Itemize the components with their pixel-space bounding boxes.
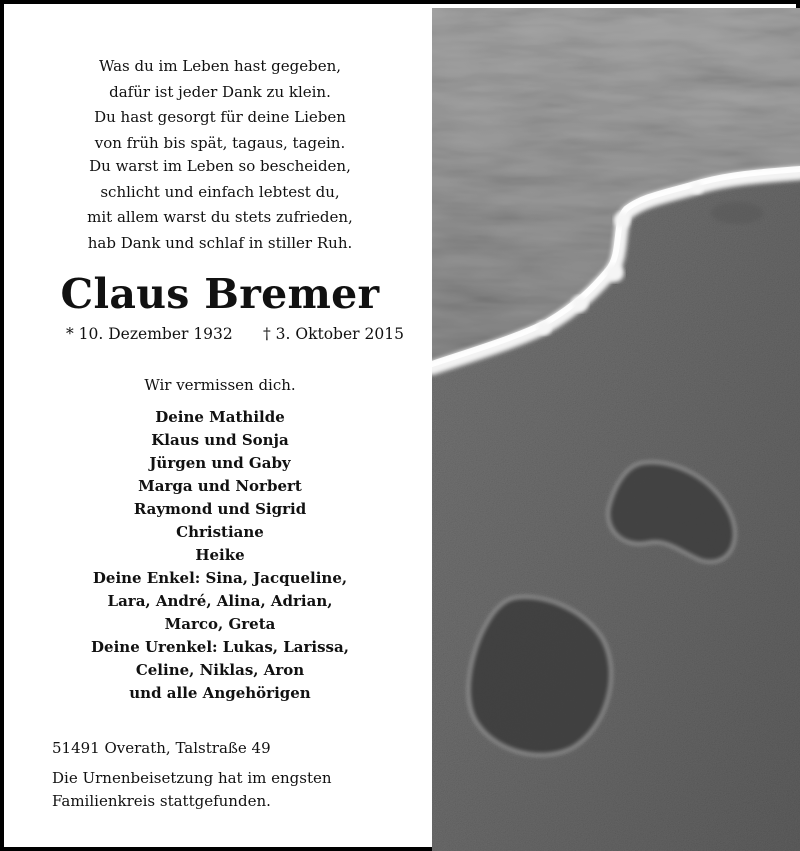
poem-stanza-1 bbox=[8, 54, 432, 156]
mourner-line: und alle Angehörigen bbox=[129, 684, 311, 702]
foam-bubble bbox=[606, 264, 624, 282]
mourner-line: Celine, Niklas, Aron bbox=[135, 661, 305, 679]
poem-line: Du hast gesorgt für deine Lieben bbox=[94, 108, 346, 126]
mourner-line: Christiane bbox=[176, 523, 264, 541]
death-date: † 3. Oktober 2015 bbox=[263, 325, 404, 343]
mourners-list bbox=[8, 406, 432, 705]
mourner-line: Raymond und Sigrid bbox=[133, 500, 307, 518]
text-column bbox=[8, 8, 432, 851]
mourner-line: Lara, André, Alina, Adrian, bbox=[107, 592, 333, 610]
foam-bubble bbox=[572, 296, 588, 312]
mourner-line: Marco, Greta bbox=[164, 615, 276, 633]
poem-line: Was du im Leben hast gegeben, bbox=[98, 57, 342, 75]
beach-footprints-image bbox=[432, 8, 800, 851]
distant-footprint bbox=[711, 202, 763, 224]
mourner-line: Klaus und Sonja bbox=[151, 431, 289, 449]
poem-line: schlicht und einfach lebtest du, bbox=[100, 182, 340, 201]
mourner-line: Marga und Norbert bbox=[138, 477, 302, 495]
poem-line: hab Dank und schlaf in stiller Ruh. bbox=[87, 233, 353, 252]
beach-footprints-photo bbox=[432, 8, 800, 851]
mourner-line: Jürgen und Gaby bbox=[149, 454, 291, 472]
mourner-line: Deine Mathilde bbox=[155, 408, 285, 426]
mourner-line: Heike bbox=[195, 546, 245, 564]
mourner-line: Deine Urenkel: Lukas, Larissa, bbox=[91, 638, 349, 656]
foam-bubble bbox=[614, 212, 630, 228]
mourners-intro: Wir vermissen dich. bbox=[144, 376, 296, 394]
address-line: 51491 Overath, Talstraße 49 bbox=[52, 739, 271, 757]
burial-notice: Die Urnenbeisetzung hat im engsten Familienkreis stattgefunden. bbox=[52, 769, 332, 810]
birth-date: * 10. Dezember 1932 bbox=[66, 325, 233, 343]
poem-line: Du warst im Leben so bescheiden, bbox=[89, 157, 351, 175]
foam-bubble bbox=[691, 182, 703, 194]
mourner-line: Deine Enkel: Sina, Jacqueline, bbox=[92, 569, 348, 587]
deceased-name: Claus Bremer bbox=[60, 270, 380, 318]
foam-bubble bbox=[537, 321, 551, 335]
poem-line: von früh bis spät, tagaus, tagein. bbox=[94, 133, 346, 152]
poem-stanza-2 bbox=[8, 154, 432, 256]
poem-line: mit allem warst du stets zufrieden, bbox=[87, 208, 353, 226]
poem-line: dafür ist jeder Dank zu klein. bbox=[109, 82, 331, 101]
